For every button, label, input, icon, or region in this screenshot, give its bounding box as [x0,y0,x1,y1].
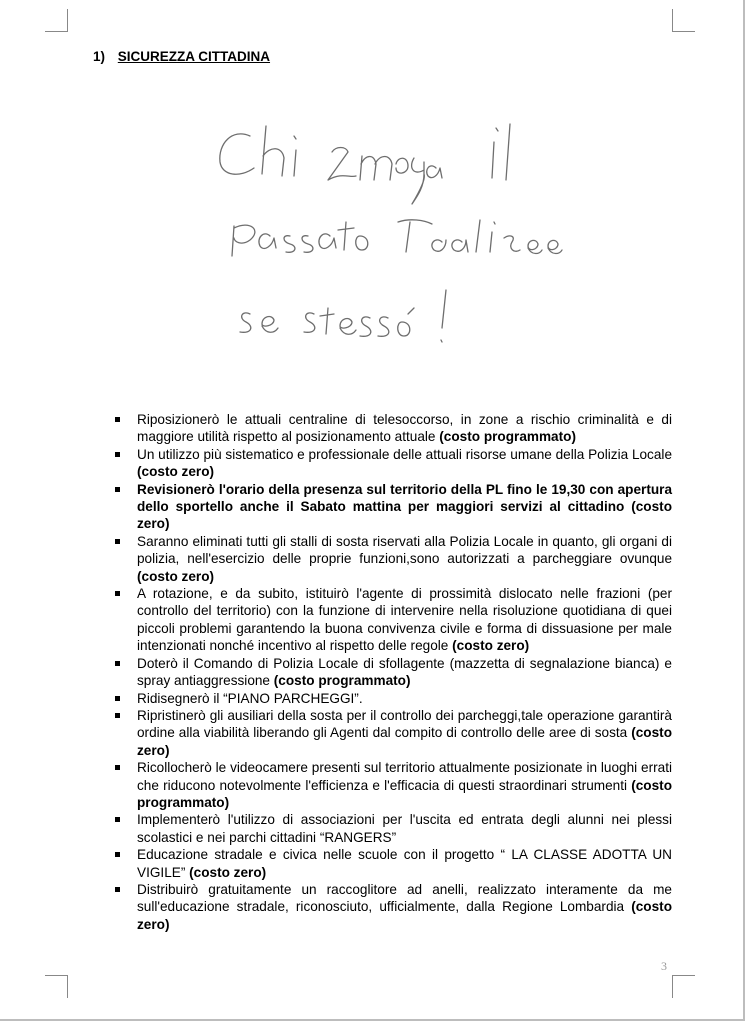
measures-list [113,411,672,933]
bullet-square-icon [115,661,120,666]
bullet-square-icon [115,452,120,457]
bullet-square-icon [115,817,120,822]
list-item: Ripristinerò gli ausiliari della sosta per il controllo dei parcheggi,tale operazione garantirà ordine alla viabilità liberando gli Agenti dal compito di controllo delle aree di sosta (costo zero) [113,707,672,759]
bullet-square-icon [115,591,120,596]
bullet-square-icon [115,765,120,770]
section-title: SICUREZZA CITTADINA [117,49,271,64]
handwriting-line-3 [240,290,446,342]
cost-label: (costo zero) [189,864,267,880]
bullet-square-icon [115,852,120,857]
list-item: Doterò il Comando di Polizia Locale di sfollagente (mazzetta di segnalazione bianca) e spray antiaggressione (costo programmato) [113,655,672,690]
list-item: Distribuirò gratuitamente un raccoglitore ad anelli, realizzato interamente da me sull'educazione stradale, riconosciuto, ufficialmente, dalla Regione Lombardia (costo zero) [113,881,672,933]
cost-label: (costo zero) [452,638,530,654]
list-item: A rotazione, e da subito, istituirò l'agente di prossimità dislocato nelle frazioni (per controllo del territorio) con la funzione di intervenire nella risoluzione quotidiana di quei piccoli problemi garantendo la buona convivenza civile e forma di dissuasione per male intenzionati nonché incentivo al rispetto delle regole (costo zero) [113,585,672,655]
handwriting-line-1 [220,124,510,204]
cost-label: (costo programmato) [439,429,576,445]
list-item: Educazione stradale e civica nelle scuole con il progetto “ LA CLASSE ADOTTA UN VIGILE” (costo zero) [113,846,672,881]
section-number: 1) [93,49,106,64]
cost-label: (costo zero) [137,725,672,758]
crop-mark-bottom-left [45,975,68,998]
list-item: Riposizionerò le attuali centraline di telesoccorso, in zone a rischio criminalità e di maggiore utilità rispetto al posizionamento attuale (costo programmato) [113,411,672,446]
bullet-square-icon [115,487,120,492]
list-item: Ricollocherò le videocamere presenti sul territorio attualmente posizionate in luoghi errati che riducono notevolmente l'efficienza e l'efficacia di questi straordinari strumenti (costo programmato) [113,759,672,811]
bullet-square-icon [115,696,120,701]
cost-label: (costo zero) [137,499,672,532]
list-item: Implementerò l'utilizzo di associazioni per l'uscita ed entrata degli alunni nei plessi scolastici e nei parchi cittadini “RANGERS” [113,811,672,846]
cost-label: (costo programmato) [137,777,672,810]
list-item: Ridisegnerò il “PIANO PARCHEGGI”. [113,690,672,707]
crop-mark-top-right [672,9,695,32]
list-item: Saranno eliminati tutti gli stalli di sosta riservati alla Polizia Locale in quanto, gli organi di polizia, nell'esercizio delle proprie funzioni,sono autorizzati a parcheggiare ovunque (costo zero) [113,533,672,585]
crop-mark-bottom-right [672,975,695,998]
cost-label: (costo zero) [137,899,672,932]
section-heading [93,49,270,64]
crop-mark-top-left [45,9,68,32]
bullet-square-icon [115,417,120,422]
bullet-square-icon [115,713,120,718]
cost-label: (costo zero) [137,568,215,584]
cost-label: (costo zero) [137,464,215,480]
bullet-square-icon [115,887,120,892]
handwritten-note [210,118,570,368]
handwriting-line-2 [232,220,562,256]
bullet-square-icon [115,539,120,544]
page-number: 3 [661,959,667,973]
list-item: Revisionerò l'orario della presenza sul territorio della PL fino le 19,30 con apertura dello sportello anche il Sabato mattina per maggiori servizi al cittadino (costo zero) [113,481,672,533]
list-item: Un utilizzo più sistematico e professionale delle attuali risorse umane della Polizia Locale (costo zero) [113,446,672,481]
cost-label: (costo programmato) [273,673,411,689]
